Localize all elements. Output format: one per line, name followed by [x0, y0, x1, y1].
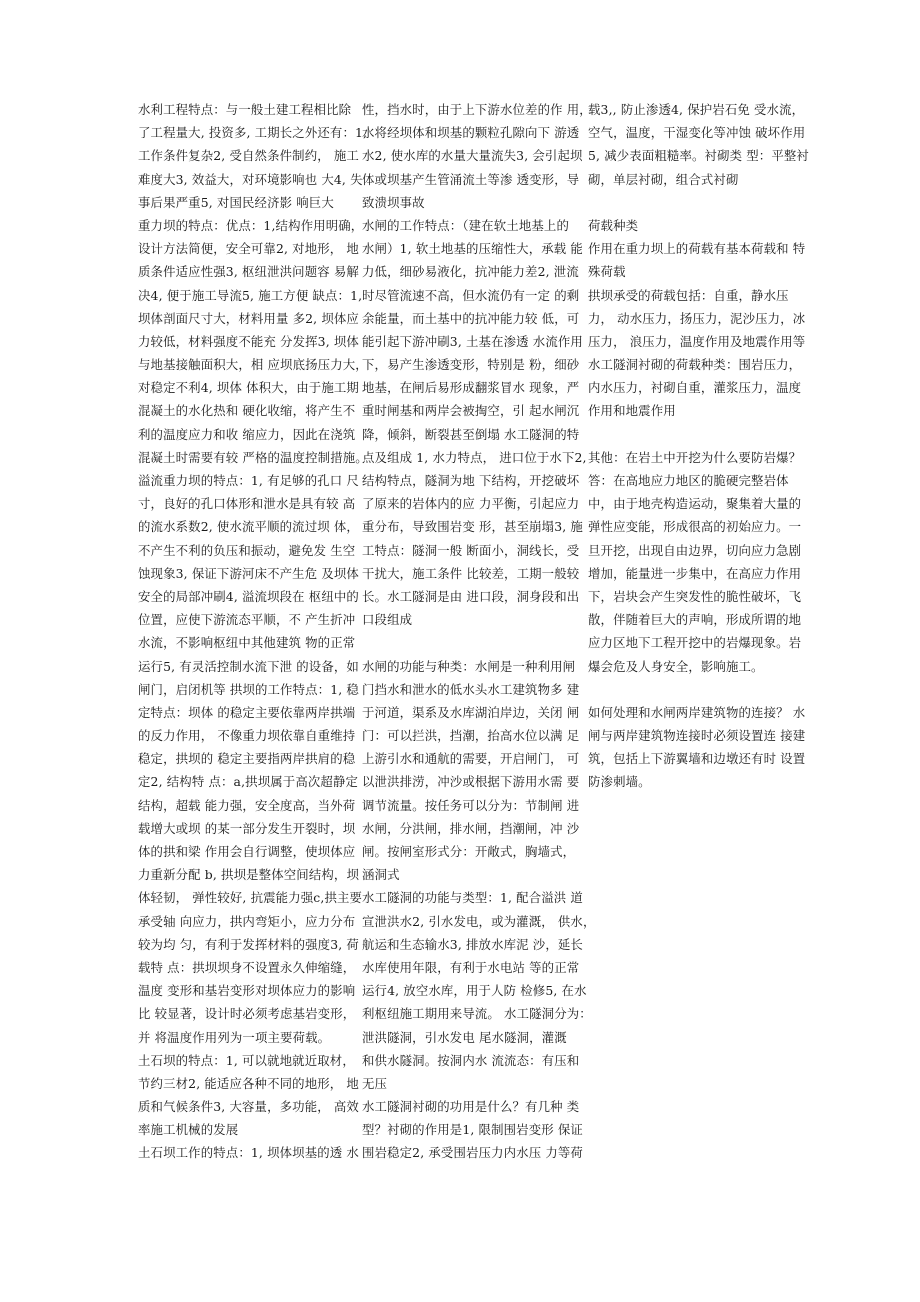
text-line: 宣泄洪水2, 引水发电，或为灌溉， 供水，	[362, 913, 596, 929]
text-line: 水闸）1, 软土地基的压缩性大，承载 能	[362, 241, 583, 257]
text-line: 荷载种类	[588, 217, 639, 233]
text-line: 载特 点：拱坝坝身不设置永久伸缩缝，	[138, 959, 356, 975]
text-line: 水流，不影响枢纽中其他建筑 物的正常	[138, 635, 356, 651]
text-line	[588, 423, 798, 446]
text-line: 的流水系数2, 使水流平顺的流过坝 体，	[138, 519, 359, 535]
text-line: 利的温度应力和收 缩应力，因此在浇筑	[138, 426, 356, 442]
text-line	[362, 631, 574, 654]
text-line: 砌，单层衬砌，组合式衬砌	[588, 171, 739, 187]
text-line: 散，伴随着巨大的声响，形成所谓的地	[588, 612, 802, 628]
text-line: 5, 减少表面粗糙率。衬砌类 型：平整衬	[588, 148, 809, 164]
text-line: 工特点：隧洞一般 断面小，洞线长，受	[362, 542, 580, 558]
text-line: 难度大3, 效益大，对环境影响也 大4, 失	[138, 171, 363, 187]
text-line: 口段组成	[362, 612, 413, 628]
text-line: 重时闸基和两岸会被掏空，引 起水闸沉	[362, 403, 580, 419]
text-line: 重力坝的特点：优点：1,结构作用明确，	[138, 217, 364, 233]
text-line: 结构，超载 能力强，安全度高，当外荷	[138, 797, 356, 813]
text-line: 质和气候条件3, 大容量，多功能， 高效	[138, 1099, 359, 1115]
text-line: 利枢纽施工期用来导流。 水工隧洞分为：	[362, 1006, 592, 1022]
text-line: 混凝土时需要有较 严格的温度控制措施。	[138, 449, 368, 465]
text-line: 运行4, 放空水库，用于人防 检修5, 在水	[362, 983, 587, 999]
text-line: 无压	[362, 1075, 388, 1091]
text-line: 门挡水和泄水的低水头水工建筑物多 建	[362, 681, 580, 697]
text-line: 对稳定不利4, 坝体 体积大，由于施工期	[138, 380, 359, 396]
text-line: 涵洞式	[362, 867, 400, 883]
text-line: 率施工机械的发展	[138, 1122, 239, 1138]
text-line	[588, 678, 798, 701]
text-line: 寸，良好的孔口体形和泄水是具有较 高	[138, 496, 356, 512]
text-line: 压力， 浪压力，温度作用及地震作用等	[588, 333, 806, 349]
text-line: 水利工程特点：与一般土建工程相比除	[138, 102, 352, 117]
text-line: 防渗刺墙。	[588, 774, 651, 790]
text-line: 蚀现象3, 保证下游河床不产生危 及坝体	[138, 565, 359, 581]
text-line: 水库使用年限，有利于水电站 等的正常	[362, 959, 580, 975]
text-line: 上游引水和通航的需要，开启闸门， 可	[362, 751, 580, 767]
text-line: 点及组成 1, 水力特点， 进口位于水下2,	[362, 449, 587, 465]
text-line: 水2, 使水库的水量大量流失3, 会引起坝	[362, 148, 583, 164]
text-line: 与地基接触面积大，相 应坝底扬压力大，	[138, 357, 368, 373]
text-line: 了原来的岩体内的应 力平衡，引起应力	[362, 496, 580, 512]
text-line: 水将经坝体和坝基的颗粒孔隙向下 游透	[362, 125, 580, 141]
text-line: 其他：在岩土中开挖为什么要防岩爆？	[588, 449, 802, 465]
text-line: 内水压力，衬砌自重，灌浆压力，温度	[588, 380, 802, 396]
text-line: 水工隧洞衬砌的功用是什么？有几种 类	[362, 1099, 580, 1115]
text-line: 以泄洪排涝，冲沙或根据下游用水需 要	[362, 774, 580, 790]
text-line: 围岩稳定2, 承受围岩压力内水压 力等荷	[362, 1145, 583, 1161]
text-line: 定2, 结构特 点：a,拱坝属于高次超静定	[138, 774, 359, 790]
text-line: 降，倾斜，断裂甚至倒塌 水工隧洞的特	[362, 426, 580, 442]
text-line: 下，易产生渗透变形，特别是 粉，细砂	[362, 357, 580, 373]
text-line: 并 将温度作用列为一项主要荷载。	[138, 1029, 331, 1045]
text-line: 了工程量大, 投资多, 工期长之外还有：1,	[138, 125, 368, 141]
text-line: 如何处理和水闸两岸建筑物的连接？ 水	[588, 704, 806, 720]
text-line: 拱坝承受的荷载包括：自重，静水压	[588, 287, 789, 303]
text-line: 干扰大，施工条件 比较差，工期一般较	[362, 565, 580, 581]
text-line: 下，岩块会产生突发性的脆性破坏，飞	[588, 588, 802, 604]
text-line: 地基，在闸后易形成翻浆冒水 现象，严	[362, 380, 580, 396]
text-line: 殊荷载	[588, 264, 626, 280]
text-line: 于河道，渠系及水库湖泊岸边，关闭 闸	[362, 704, 580, 720]
text-line: 决4, 便于施工导流5, 施工方便 缺点：1,	[138, 287, 363, 303]
text-line: 运行5, 有灵活控制水流下泄 的设备，如	[138, 658, 359, 674]
text-line: 比 较显著，设计时必须考虑基岩变形，	[138, 1006, 356, 1022]
text-line: 事后果严重5, 对国民经济影 响巨大	[138, 194, 334, 210]
text-line: 土石坝工作的特点：1, 坝体坝基的透 水	[138, 1145, 359, 1161]
text-line: 坝体剖面尺寸大，材料用量 多2, 坝体应	[138, 310, 359, 326]
text-line: 致溃坝事故	[362, 194, 425, 210]
text-line: 应力区地下工程开挖中的岩爆现象。岩	[588, 635, 802, 651]
text-line: 稳定，拱坝的 稳定主要指两岸拱肩的稳	[138, 751, 356, 767]
text-line: 余能量，而土基中的抗冲能力较 低，可	[362, 310, 580, 326]
text-line: 泄洪隧洞，引水发电 尾水隧洞，灌溉	[362, 1029, 567, 1045]
text-line: 水工隧洞的功能与类型：1, 配合溢洪 道	[362, 890, 583, 906]
text-line: 体轻韧， 弹性较好, 抗震能力强c,拱主要	[138, 890, 363, 906]
text-line: 爆会危及人身安全，影响施工。	[588, 658, 764, 674]
text-line: 力较低，材料强度不能充 分发挥3, 坝体	[138, 333, 359, 349]
text-line: 重分布，导致围岩变 形，甚至崩塌3, 施	[362, 519, 583, 535]
text-line: 长。水工隧洞是由 进口段，洞身段和出	[362, 588, 580, 604]
text-line: 水闸，分洪闸，排水闸，挡潮闸，冲 沙	[362, 820, 580, 836]
text-line: 调节流量。按任务可以分为：节制闸 进	[362, 797, 580, 813]
text-line: 中，由于地壳构造运动，聚集着大量的	[588, 496, 802, 512]
text-line: 门：可以拦洪，挡潮，抬高水位以满 足	[362, 728, 580, 744]
text-line: 筑，包括上下游翼墙和边墩还有时 设置	[588, 751, 806, 767]
text-line: 较为均 匀，有利于发挥材料的强度3, 荷	[138, 936, 359, 952]
text-line: 土石坝的特点：1, 可以就地就近取材，	[138, 1052, 355, 1068]
text-line: 载3,, 防止渗透4, 保护岩石免 受水流，	[588, 102, 805, 117]
text-line: 增加，能量进一步集中，在高应力作用	[588, 565, 802, 581]
text-line: 和供水隧洞。按洞内水 流流态：有压和	[362, 1052, 580, 1068]
text-line: 不产生不利的负压和振动，避免发 生空	[138, 542, 356, 558]
text-column-right	[588, 98, 809, 794]
text-line: 闸门，启闭机等 拱坝的工作特点：1, 稳	[138, 681, 359, 697]
text-line: 混凝土的水化热和 硬化收缩，将产生不	[138, 403, 356, 419]
text-line: 作用在重力坝上的荷载有基本荷载和 特	[588, 241, 806, 257]
text-column-left	[138, 98, 368, 1165]
text-line: 空气，温度，干湿变化等冲蚀 破坏作用	[588, 125, 806, 141]
text-line: 的反力作用， 不像重力坝依靠自重维持	[138, 728, 356, 744]
text-line: 安全的局部冲刷4, 溢流坝段在 枢纽中的	[138, 588, 359, 604]
text-line: 旦开挖，出现自由边界，切向应力急剧	[588, 542, 802, 558]
text-line: 力低，细砂易液化，抗冲能力差2, 泄流	[362, 264, 579, 280]
text-line: 位置，应使下游流态平顺，不 产生折冲	[138, 612, 356, 628]
text-line: 水工隧洞衬砌的荷载种类：围岩压力，	[588, 357, 802, 373]
text-column-middle	[362, 98, 596, 1165]
text-line: 承受轴 向应力，拱内弯矩小，应力分布	[138, 913, 356, 929]
text-line: 节约三材2, 能适应各种不同的地形， 地	[138, 1075, 359, 1091]
text-line: 体的拱和梁 作用会自行调整，使坝体应	[138, 844, 356, 859]
text-line: 定特点：坝体 的稳定主要依靠两岸拱端	[138, 704, 356, 720]
text-line: 弹性应变能，形成很高的初始应力。一	[588, 519, 802, 535]
text-line: 型？衬砌的作用是1, 限制围岩变形 保证	[362, 1122, 583, 1138]
text-line: 载增大或坝 的某一部分发生开裂时，坝	[138, 820, 356, 836]
text-line: 溢流重力坝的特点：1, 有足够的孔口 尺	[138, 473, 359, 488]
text-line: 作用和地震作用	[588, 403, 676, 419]
text-line: 体或坝基产生管涌流土等渗 透变形，导	[362, 171, 580, 187]
text-line: 质条件适应性强3, 枢纽泄洪问题容 易解	[138, 264, 359, 280]
text-line: 闸与两岸建筑物连接时必须设置连 接建	[588, 728, 806, 744]
text-line: 力重新分配 b, 拱坝是整体空间结构，坝	[138, 867, 359, 883]
text-line: 能引起下游冲刷3, 土基在渗透 水流作用	[362, 333, 583, 349]
text-line	[588, 191, 798, 214]
text-line: 工作条件复杂2, 受自然条件制约， 施工	[138, 148, 359, 164]
text-line: 答：在高地应力地区的脆硬完整岩体	[588, 473, 789, 488]
text-line: 性，挡水时，由于上下游水位差的作 用，	[362, 102, 592, 117]
text-line: 结构特点，隧洞为地 下结构，开挖破坏	[362, 473, 580, 488]
text-line: 力， 动水压力，扬压力，泥沙压力，冰	[588, 310, 806, 326]
text-line: 航运和生态输水3, 排放水库泥 沙，延长	[362, 936, 583, 952]
text-line: 时尽管流速不高，但水流仍有一定 的剩	[362, 287, 580, 303]
text-line: 设计方法简便，安全可靠2, 对地形， 地	[138, 241, 359, 257]
text-line: 闸。按闸室形式分：开敞式，胸墙式，	[362, 844, 576, 859]
text-line: 水闸的工作特点：（建在软土地基上的	[362, 217, 569, 233]
text-line: 水闸的功能与种类：水闸是一种利用闸	[362, 658, 576, 674]
text-line: 温度 变形和基岩变形对坝体应力的影响	[138, 983, 356, 999]
